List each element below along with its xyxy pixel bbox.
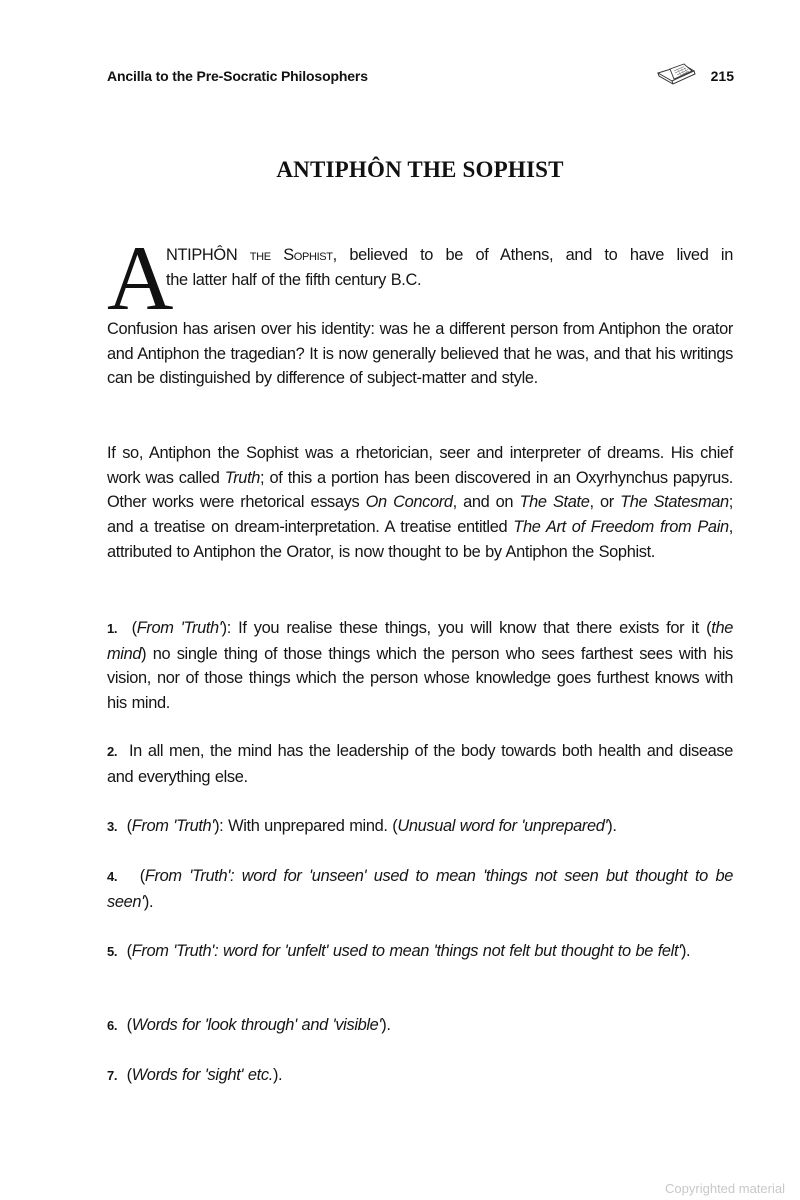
italic-title-art-of-freedom: The Art of Freedom from Pain — [513, 518, 729, 537]
text-run: ( — [126, 1066, 132, 1084]
italic-run: From 'Truth' — [131, 817, 215, 835]
intro-small-caps: the Sophist — [249, 246, 333, 264]
italic-run: Words for 'sight' etc. — [131, 1066, 273, 1084]
fragment-3 — [107, 814, 733, 840]
fragment-6 — [107, 1013, 733, 1039]
text-run: ( — [126, 1016, 132, 1034]
text-run: ( — [131, 619, 137, 637]
text-run: ): With unprepared mind. ( — [214, 817, 398, 835]
italic-run: From 'Truth' — [136, 619, 222, 637]
drop-cap: A — [107, 227, 174, 329]
open-book-icon — [656, 61, 700, 89]
text-run: ; and a treatise on dream-interpretation. A treatise entitled — [107, 493, 734, 537]
text-run: ( — [126, 817, 132, 835]
italic-run: From 'Truth': word for 'unfelt' used to mean 'things not felt but thought to be felt' — [131, 942, 681, 960]
fragment-5 — [107, 939, 733, 965]
text-run: If so, Antiphon the Sophist was a rhetorician, seer and interpreter of dreams. His chief work was called — [107, 444, 733, 487]
italic-title-the-statesman: The Statesman — [620, 493, 729, 512]
chapter-title: ANTIPHÔN THE SOPHIST — [276, 157, 564, 182]
fragment-number: 5. — [107, 944, 118, 959]
text-run: ( — [126, 942, 132, 960]
fragment-number: 4. — [107, 869, 118, 884]
fragment-7 — [107, 1063, 733, 1089]
text-run: In all men, the mind has the leadership of the body towards both health and disease and everything else. — [107, 742, 733, 786]
text-run: ). — [381, 1016, 391, 1034]
text-run: , or — [589, 493, 621, 512]
text-run: , and on — [452, 493, 520, 512]
text-run: ; of this a portion has been discovered in an Oxyrhynchus papyrus. Other works were rhetorical essays — [107, 468, 733, 512]
intro-paragraph — [166, 243, 733, 292]
paragraph-if-so — [107, 441, 733, 565]
text-run: , attributed to Antiphon the Orator, is now thought to be by Antiphon the Sophist. — [107, 518, 733, 561]
fragment-number: 3. — [107, 819, 118, 834]
italic-run: the mind — [107, 619, 733, 663]
text-run: ). — [607, 817, 617, 835]
text-run: ). — [143, 892, 154, 911]
intro-line-1: , believed to be of Athens, and to have lived in — [332, 246, 733, 264]
fragment-number: 7. — [107, 1068, 118, 1083]
intro-name: NTIPHÔN — [166, 246, 238, 264]
paragraph-confusion-text: Confusion has arisen over his identity: was he a different person from Antiphon the orator and Antiphon the tragedian? It is now generally believed that he was, and that his writings can be distinguished by difference of subject-matter and style. — [107, 320, 733, 388]
text-run: ). — [272, 1066, 283, 1084]
page-number: 215 — [710, 68, 734, 84]
text-run: ) no single thing of those things which the person who sees farthest sees with his vision, nor of those things which the person whose knowledge goes furthest knows with his mind. — [107, 644, 733, 713]
intro-line-2: the latter half of the fifth century B.C. — [166, 270, 422, 289]
running-header — [107, 67, 734, 89]
text-run: ( — [139, 867, 145, 885]
italic-title-on-concord: On Concord — [365, 493, 453, 512]
italic-run: From 'Truth': word for 'unseen' used to mean 'things not seen but thought to be seen' — [107, 867, 733, 911]
running-title: Ancilla to the Pre-Socratic Philosophers — [107, 68, 368, 84]
italic-run: Unusual word for 'unprepared' — [397, 817, 608, 835]
fragment-number: 6. — [107, 1018, 118, 1033]
copyright-watermark: Copyrighted material — [665, 1181, 785, 1196]
fragment-1 — [107, 616, 733, 716]
text-run: ): If you realise these things, you will know that there exists for it ( — [221, 619, 712, 637]
italic-run: Words for 'look through' and 'visible' — [131, 1016, 382, 1034]
italic-title-truth: Truth — [224, 468, 261, 487]
fragment-4 — [107, 864, 733, 914]
text-run: ). — [680, 942, 691, 960]
paragraph-confusion — [107, 317, 733, 391]
fragment-2 — [107, 739, 733, 789]
fragment-number: 2. — [107, 744, 118, 759]
italic-title-the-state: The State — [519, 493, 590, 512]
fragment-number: 1. — [107, 621, 118, 636]
